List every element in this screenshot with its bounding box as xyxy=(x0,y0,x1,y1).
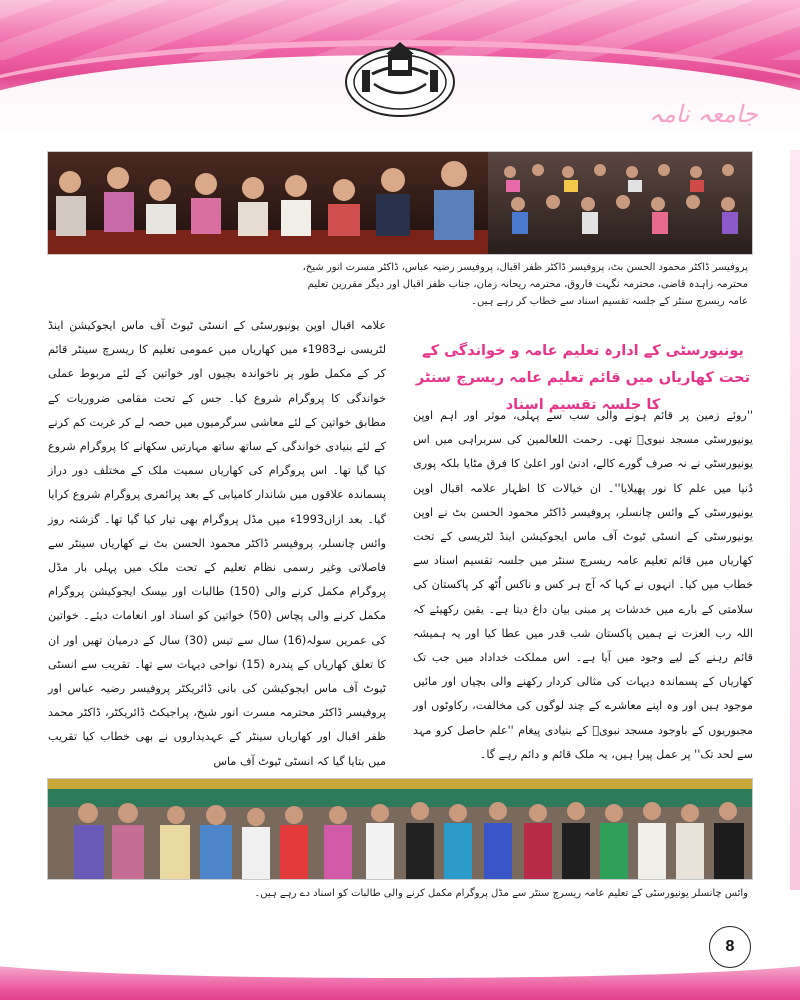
side-decoration xyxy=(790,150,800,890)
article-left-column: علامہ اقبال اوپن یونیورسٹی کے انسٹی ٹیوٹ آف ماس ایجوکیشن اینڈ لٹریسی نے1983ء میں کھاریاں میں عمومی تعلیم کا ریسرچ سینٹر قائم کر کے مکمل طور پر ناخواندہ بچیوں اور خواتین کے لئے مربوط عملی خواندگی کا پروگرام شروع کیا۔ جس کے تحت مقامی ضروریات کے مطابق خواتین کے لئے معاشی سرگرمیوں میں حصہ لے کر غربت کم کرنے کے لئے بنیادی خواندگی کے ساتھ ساتھ مہارتیں سکھانے کا پروگرام شروع کیا گیا تھا۔ اس پروگرام کی کھاریاں سمیت ملک کے مختلف دور دراز پسماندہ علاقوں میں شاندار کامیابی کے بعد پرائمری پروگرام شروع کرایا گیا۔ بعد ازاں1993ء میں مڈل پروگرام بھی تیار کیا گیا تھا۔ گزشتہ روز وائس چانسلر، پروفیسر ڈاکٹر محمود الحسن بٹ نے کھاریاں سینٹر سے فاصلاتی وغیر رسمی نظام تعلیم کے تحت ملک میں پہلی بار مڈل پروگرام مکمل کرنے والی (150) طالبات اور بیسک ایجوکیشن پروگرام مکمل کرنے والی پچاس (50) خواتین کو اسناد اور انعامات دیئے۔ خواتین کی عمریں سولہ(16) سال سے تیس (30) سال کے درمیان تھیں اور ان کا تعلق کھاریاں کے پندرہ (15) نواحی دیہات سے تھا۔ تقریب سے انسٹی ٹیوٹ آف ماس ایجوکیشن کی بانی ڈائریکٹر پروفیسر رضیہ عباس اور پروفیسر ڈاکٹر محترمہ مسرت انور شیخ، پراجیکٹ ڈائریکٹر، ڈاکٹر محمد ظفر اقبال اور کھاریاں سینٹر کے عہدیداروں نے بھی خطاب کیا تقریب میں بتایا گیا کہ انسٹی ٹیوٹ آف ماس xyxy=(48,319,387,768)
journal-name: جامعہ نامہ xyxy=(648,100,758,128)
page-number: 8 xyxy=(709,926,751,968)
top-photo-caption: پروفیسر ڈاکٹر محمود الحسن بٹ، پروفیسر ڈاکٹر ظفر اقبال، پروفیسر رضیہ عباس، ڈاکٹر مسرت انور شیخ، محترمہ زاہدہ قاضی، محترمہ نگہت فاروق، محترمہ ریحانہ زمان، جناب ظفر اقبال اور دیگر مقررین تعلیم عامہ ریسرچ سنٹر کے جلسہ تقسیم اسناد سے خطاب کر رہے ہیں۔ xyxy=(302,262,748,307)
bottom-event-photo xyxy=(47,778,753,880)
article-right-column: ''روئے زمین پر قائم ہونے والی سب سے پہلی، موثر اور اہم اوپن یونیورسٹی مسجد نبویؐ تھی۔ رحمت اللعالمین کی سربراہی میں اس یونیورسٹی نے نہ صرف گورے کالے، ادنیٰ اور اعلیٰ کا فرق مٹایا بلکہ پوری دُنیا میں علم کا نور پھیلایا''۔ ان خیالات کا اظہار علامہ اقبال اوپن یونیورسٹی کے وائس چانسلر، پروفیسر ڈاکٹر محمود الحسن بٹ نے اوپن یونیورسٹی کے انسٹی ٹیوٹ آف ماس ایجوکیشن اینڈ لٹریسی کے تحت کھاریاں میں قائم تعلیم عامہ ریسرچ سنٹر میں جلسہ تقسیم اسناد سے خطاب میں کیا۔ انہوں نے کہا کہ آج ہر کس و ناکس اُٹھ کر پاکستان کی سلامتی کے بارے میں خدشات پر مبنی بیان داغ دیتا ہے۔ یقین رکھیئے کہ اللہ رب العزت نے ہمیں پاکستان شب قدر میں عطا کیا اور یہ ہمیشہ قائم رہنے کے لیے وجود میں آیا ہے۔ اس مملکت خداداد میں جب تک کھاریاں کے پسماندہ دیہات کی مثالی کردار رکھنے والی بچیاں اور مائیں موجود ہیں اور وہ اپنے معاشرے کے چند لوگوں کی مخالفت، رکاوٹوں اور مجبوریوں کے باوجود مسجد نبویؐ کے بنیادی پیغام ''علم حاصل کرو مہد سے لحد تک'' پر عمل پیرا ہیں، یہ ملک قائم و دائم رہے گا۔ xyxy=(413,409,753,761)
article-headline: یونیورسٹی کے ادارہ تعلیم عامہ و خواندگی کے تحت کھاریاں میں قائم تعلیم عامہ ریسرچ سنٹر کا جلسہ تقسیم اسناد xyxy=(415,343,751,413)
footer-curve xyxy=(0,938,800,978)
bottom-photo-caption: وائس چانسلر یونیورسٹی کے تعلیم عامہ ریسرچ سنٹر سے مڈل پروگرام مکمل کرنے والی طالبات کو اسناد دے رہے ہیں۔ xyxy=(254,888,748,899)
university-logo xyxy=(342,40,458,120)
top-event-photo xyxy=(47,151,753,255)
